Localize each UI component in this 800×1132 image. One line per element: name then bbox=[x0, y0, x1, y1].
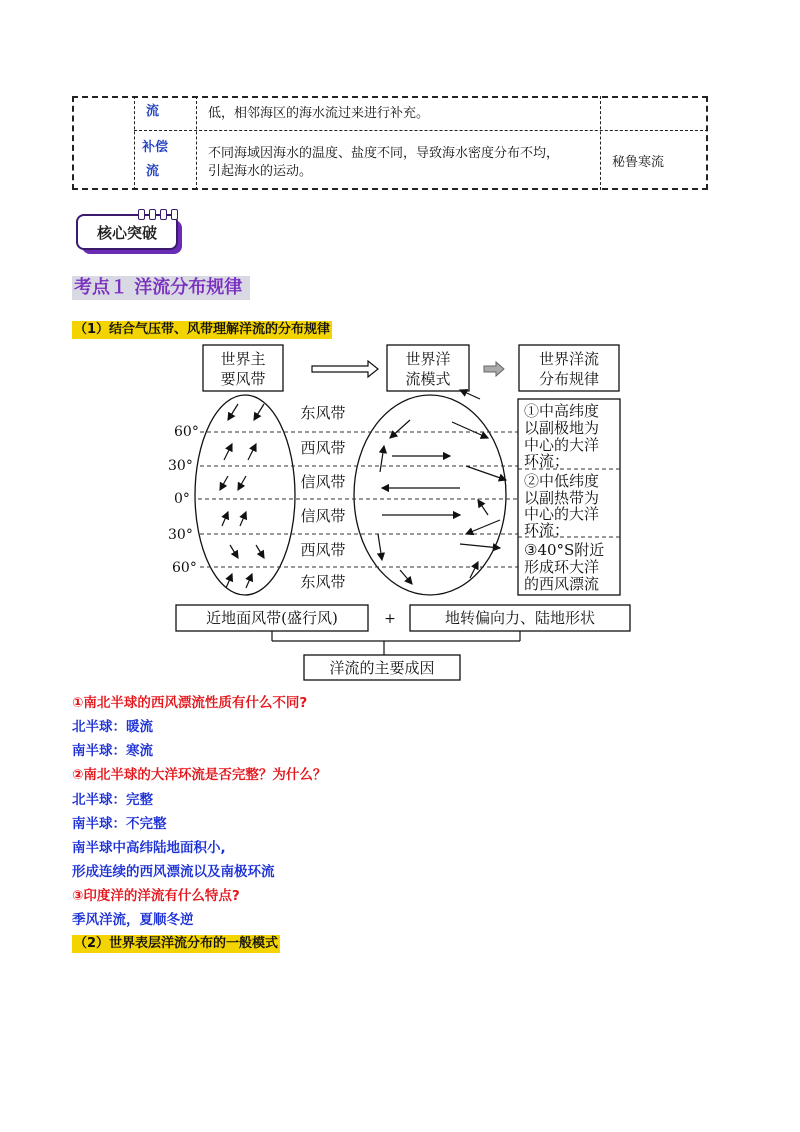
plus-sign: + bbox=[384, 611, 396, 627]
answer-line: 南半球：不完整 bbox=[72, 816, 167, 832]
core-breakthrough-badge bbox=[76, 214, 182, 254]
rule3-line: ③40°S附近 bbox=[524, 541, 605, 559]
factor-wind-text: 近地面风带(盛行风) bbox=[206, 609, 338, 627]
table-term-cell: 流 bbox=[146, 104, 160, 119]
latitude-label: 60° bbox=[172, 560, 197, 576]
rule2-line: 环流； bbox=[524, 521, 570, 539]
latitude-label: 0° bbox=[174, 491, 190, 507]
belt-label: 西风带 bbox=[300, 541, 346, 559]
latitude-label: 30° bbox=[168, 527, 193, 543]
table-description-cell: 低，相邻海区的海水流过来进行补充。 bbox=[208, 106, 430, 121]
badge-label: 核心突破 bbox=[76, 214, 178, 250]
subheading-1: （1）结合气压带、风带理解洋流的分布规律 bbox=[74, 322, 331, 337]
question-1: ①南北半球的西风漂流性质有什么不同? bbox=[72, 695, 308, 711]
latitude-label: 30° bbox=[168, 458, 193, 474]
answer-line: 北半球：暖流 bbox=[72, 719, 153, 735]
table-description-cell: 引起海水的运动。 bbox=[208, 164, 313, 179]
ocean-globe bbox=[354, 395, 506, 595]
arrow-right-icon bbox=[312, 361, 378, 377]
subheading-2: （2）世界表层洋流分布的一般模式 bbox=[74, 936, 279, 951]
rule2-line: ②中低纬度 bbox=[524, 472, 600, 490]
table-example-cell: 秘鲁寒流 bbox=[612, 155, 665, 170]
wind-globe bbox=[195, 395, 295, 595]
rule3-line: 形成环大洋 bbox=[524, 558, 600, 576]
question-3: ③印度洋的洋流有什么特点? bbox=[72, 888, 240, 904]
rule2-line: 中心的大洋 bbox=[524, 505, 600, 523]
box-rule-line1: 世界洋流 bbox=[538, 350, 600, 368]
belt-label: 信风带 bbox=[300, 473, 346, 491]
belt-label: 西风带 bbox=[300, 439, 346, 457]
answer-line: 季风洋流，夏顺冬逆 bbox=[72, 912, 194, 928]
notebook-rings-icon bbox=[138, 209, 178, 220]
question-2: ②南北半球的大洋环流是否完整？为什么？ bbox=[72, 767, 327, 783]
section-title-text: 考点１ 洋流分布规律 bbox=[74, 277, 243, 298]
box-mode-line2: 流模式 bbox=[405, 370, 451, 388]
rule3-line: 的西风漂流 bbox=[524, 575, 600, 593]
ocean-current-diagram bbox=[168, 340, 638, 685]
rule1-line: 环流； bbox=[524, 452, 570, 470]
latitude-label: 60° bbox=[174, 424, 199, 440]
answer-line: 南半球：寒流 bbox=[72, 743, 153, 759]
arrow-right-small-icon bbox=[484, 362, 504, 376]
answer-line: 北半球：完整 bbox=[72, 792, 153, 808]
belt-label: 信风带 bbox=[300, 507, 346, 525]
box-rule-line2: 分布规律 bbox=[538, 370, 600, 388]
rule1-line: ①中高纬度 bbox=[524, 402, 600, 420]
rule1-line: 中心的大洋 bbox=[524, 436, 600, 454]
factor-coriolis-text: 地转偏向力、陆地形状 bbox=[444, 609, 596, 627]
cause-text: 洋流的主要成因 bbox=[329, 659, 435, 677]
box-wind-line2: 要风带 bbox=[220, 370, 266, 388]
box-wind-line1: 世界主 bbox=[220, 350, 266, 368]
answer-line: 南半球中高纬陆地面积小, bbox=[72, 840, 226, 856]
summary-table bbox=[72, 96, 708, 190]
section-title bbox=[72, 276, 250, 300]
rule1-line: 以副极地为 bbox=[524, 419, 600, 437]
rule2-line: 以副热带为 bbox=[524, 489, 600, 507]
belt-label: 东风带 bbox=[300, 404, 346, 422]
box-mode-line1: 世界洋 bbox=[405, 350, 451, 368]
ocean-arrows bbox=[378, 390, 506, 584]
table-term-cell: 补偿 bbox=[142, 140, 169, 155]
table-description-cell: 不同海域因海水的温度、盐度不同，导致海水密度分布不均， bbox=[208, 146, 560, 161]
table-term-cell: 流 bbox=[146, 164, 160, 179]
answer-line: 形成连续的西风漂流以及南极环流 bbox=[72, 864, 275, 880]
belt-label: 东风带 bbox=[300, 573, 346, 591]
